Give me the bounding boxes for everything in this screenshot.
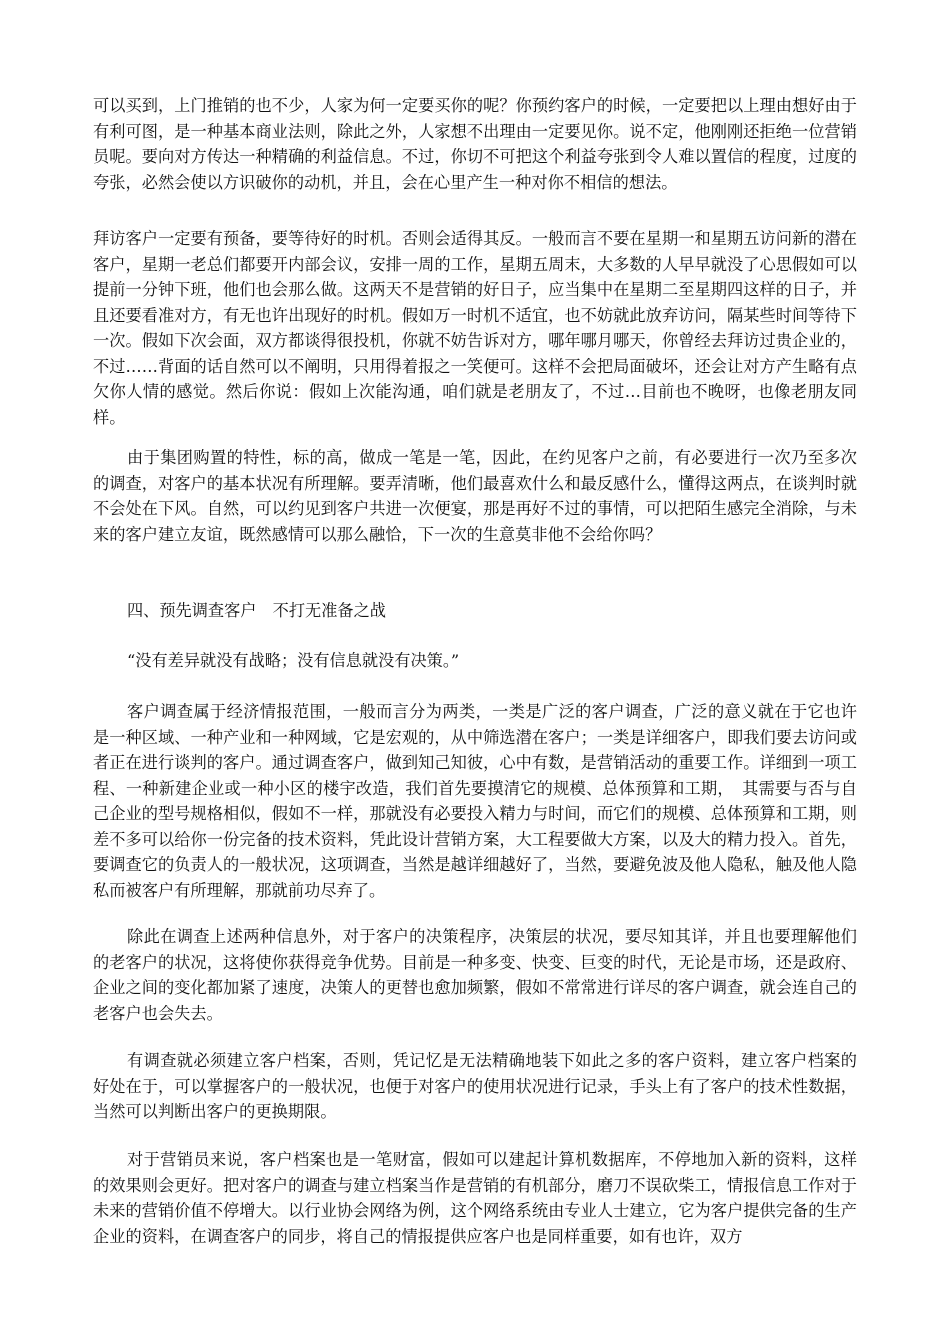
quote-line: “没有差异就没有战略；没有信息就没有决策。”	[127, 651, 460, 670]
paragraph-6: 有调查就必须建立客户档案，否则，凭记忆是无法精确地装下如此之多的客户资料，建立客户档案的好处在于，可以掌握客户的一般状况，也便于对客户的使用状况进行记录，手头上有了客户的技术性数据，当然可以判断出客户的更换期限。	[93, 1051, 857, 1121]
paragraph-2: 拜访客户一定要有预备，要等待好的时机。否则会适得其反。一般而言不要在星期一和星期五访问新的潜在客户，星期一老总们都要开内部会议，安排一周的工作，星期五周末，大多数的人早早就没了心思假如可以提前一分钟下班，他们也会那么做。这两天不是营销的好日子，应当集中在星期二至星期四这样的日子，并且还要看准对方，有无也许出现好的时机。假如万一时机不适宜，也不妨就此放弃访问，隔某些时间等待下一次。假如下次会面，双方都谈得很投机，你就不妨告诉对方，哪年哪月哪天，你曾经去拜访过贵企业的，不过……背面的话自然可以不阐明，只用得着报之一笑便可。这样不会把局面破坏，还会让对方产生略有点欠你人情的感觉。然后你说：假如上次能沟通，咱们就是老朋友了，不过…目前也不晚呀，也像老朋友同样。	[93, 229, 857, 427]
paragraph-1: 可以买到，上门推销的也不少，人家为何一定要买你的呢？你预约客户的时候，一定要把以上理由想好由于有利可图，是一种基本商业法则，除此之外，人家想不出理由一定要见你。说不定，他刚刚还拒绝一位营销员呢。要向对方传达一种精确的利益信息。不过，你切不可把这个利益夸张到令人难以置信的程度，过度的夸张，必然会使以方识破你的动机，并且，会在心里产生一种对你不相信的想法。	[93, 96, 857, 192]
paragraph-3: 由于集团购置的特性，标的高，做成一笔是一笔，因此，在约见客户之前，有必要进行一次乃至多次的调查，对客户的基本状况有所理解。要弄清晰，他们最喜欢什么和最反感什么，懂得这两点，在谈判时就不会处在下风。自然，可以约见到客户共进一次便宴，那是再好不过的事情，可以把陌生感完全消除，与未来的客户建立友谊，既然感情可以那么融恰，下一次的生意莫非他不会给你吗？	[93, 448, 857, 544]
paragraph-5: 除此在调查上述两种信息外，对于客户的决策程序，决策层的状况，要尽知其详，并且也要理解他们的老客户的状况，这将使你获得竞争优势。目前是一种多变、快变、巨变的时代，无论是市场，还是政府、企业之间的变化都加紧了速度，决策人的更替也愈加频繁，假如不常常进行详尽的客户调查，就会连自己的老客户也会失去。	[93, 927, 857, 1023]
paragraph-4: 客户调查属于经济情报范围，一般而言分为两类，一类是广泛的客户调查，广泛的意义就在于它也许是一种区域、一种产业和一种网域，它是宏观的，从中筛选潜在客户；一类是详细客户，即我们要去访问或者正在进行谈判的客户。通过调查客户，做到知己知彼，心中有数，是营销活动的重要工作。详细到一项工程、一种新建企业或一种小区的楼宇改造，我们首先要摸清它的规模、总体预算和工期， 其需要与否与自己企业的型号规格相似，假如不一样，那就没有必要投入精力与时间，而它们的规模、总体预算和工期，则差不多可以给你一份完备的技术资料，凭此设计营销方案，大工程要做大方案，以及大的精力投入。首先，要调查它的负责人的一般状况，这项调查，当然是越详细越好了，当然，要避免波及他人隐私，触及他人隐私而被客户有所理解，那就前功尽弃了。	[93, 702, 857, 900]
section-heading: 四、预先调查客户 不打无准备之战	[127, 601, 386, 620]
paragraph-7: 对于营销员来说，客户档案也是一笔财富，假如可以建起计算机数据库，不停地加入新的资料，这样的效果则会更好。把对客户的调查与建立档案当作是营销的有机部分，磨刀不误砍柴工，情报信息工作对于未来的营销价值不停增大。以行业协会网络为例，这个网络系统由专业人士建立，它为客户提供完备的生产企业的资料，在调查客户的同步，将自己的情报提供应客户也是同样重要，如有也许，双方	[93, 1150, 857, 1246]
